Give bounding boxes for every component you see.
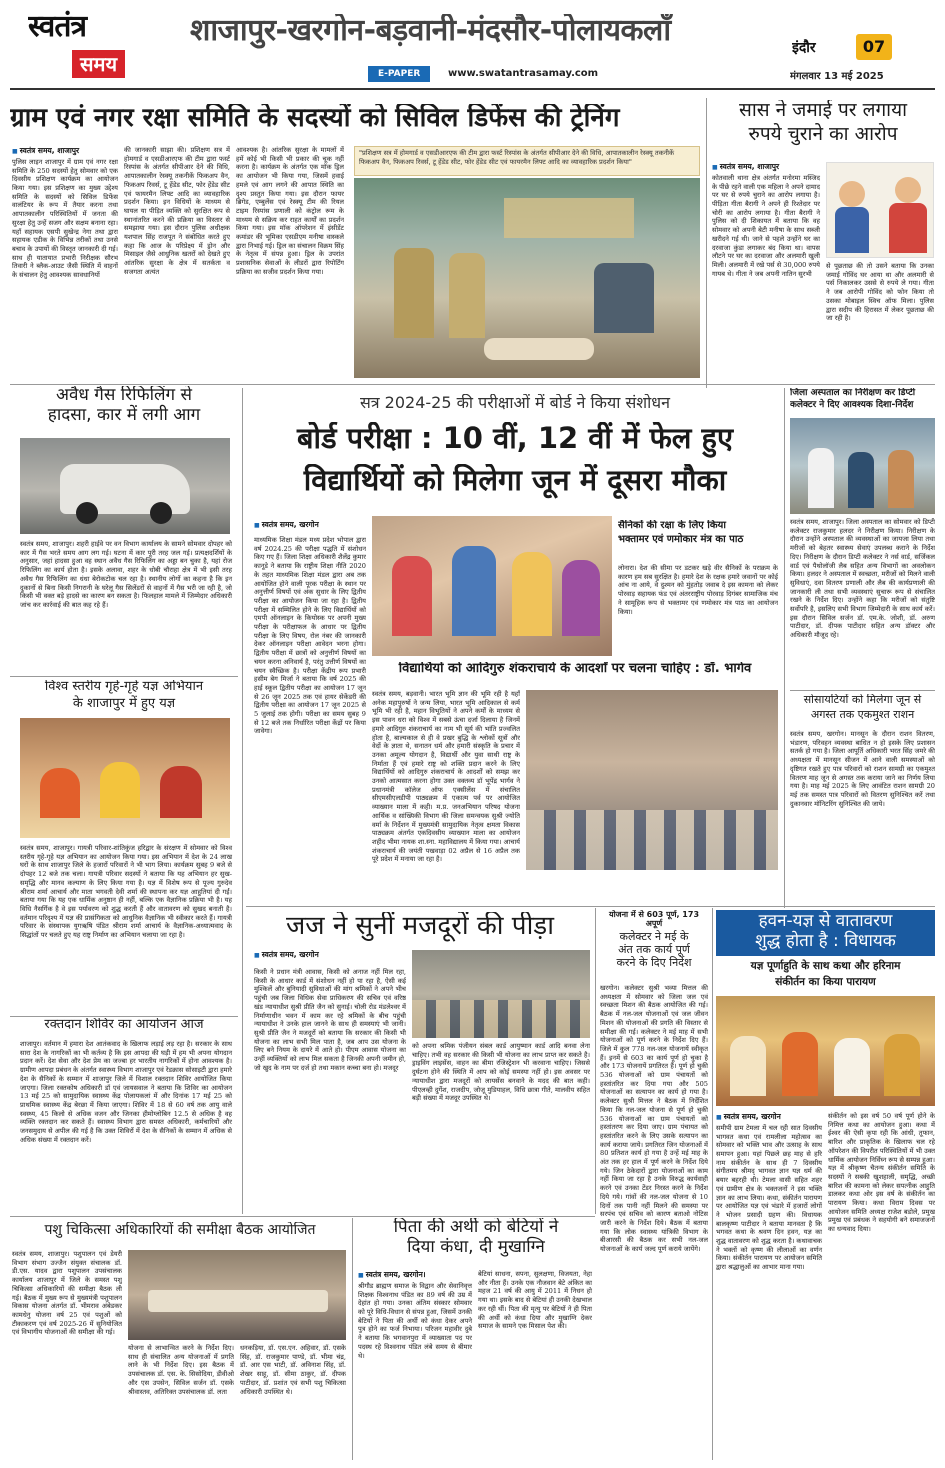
havan-headline-2: शुद्ध होता है : विधायक — [755, 930, 896, 951]
yojana-headline-3: अंत तक कार्य पूर्ण — [618, 943, 690, 957]
sainik-headline-2: भक्तामर एवं णमोकार मंत्र का पाठ — [618, 533, 744, 545]
divider-judge — [595, 908, 596, 1214]
shankaracharya-body: स्वतंत्र समय, बड़वानी। भारत भूमि ज्ञान की भूमि रही है यहाँ अनेक महापुरुषों ने जन्म लिया, भारत भूमि आदिकाल से कर्म भूमि भी रही है, महान विभूतियों ने अपने कर्मों के माध्यम से इस पावन धरा को विश्व में सबसे ऊंचा दर्जा दिलाया है जिनमें हमारे आदिगुरु शंकराचार्य का नाम भी सूर्य की भांति प्रज्वलित होता है, बाल्यकाल से ही वे प्रखर बुद्धि के श्लोकों सूत्रों और वेदों के ज्ञाता थे, सनातन धर्म और हमारी संस्कृति के प्रचार में उनका अमूल्य योगदान है, विद्यार्थी और युवा साथी राष्ट्र के निर्माता हैं एवं हमारे राष्ट्र को शक्ति प्रदान करने के लिए विद्यार्थियों को आदिगुरु शंकराचार्य के आदर्शों को समझ कर उनको आत्मसात करना होगा उक्त वक्तव्य डॉ भूपेंद्र भार्गव ने प्रधानमंत्री कॉलेज ऑफ एक्सीलेंस में संचालित सीएमसीएलडीपी पाठ्यक्रम में एकात्म पर्व पर आयोजित व्याख्यान माला में कही। म.प्र. जनअभियान परिषद योजना आर्थिक व सांख्यिकी विभाग की जिला समन्वयक सुश्री ज्योति वर्मा के निर्देशन में मुख्यमंत्री सामुदायिक नेतृत्व क्षमता विकास पाठ्यक्रम अंतर्गत एकदिवसीय व्याख्यान माला का आयोजन शहीद भीमा नायक शा.स्ना. महाविद्यालय में किया गया। आचार्य शंकराचार्य की जयंती पखवाड़ा 02 अप्रैल से 16 अप्रैल तक पूरे प्रदेश में मनाया जा रहा है। — [372, 690, 520, 864]
saas-text-1: कोतवाली थाना क्षेत्र अंतर्गत मनोरमा मस्जिद के पीछे रहने वाली एक महिला ने अपने दामाद पर घर से रुपये चुराने का आरोप लगाया है। पीड़िता गीता बैरागी ने अपने ही रिश्तेदार पर चोरी का आरोप लगाया है। गीता बैरागी ने पुलिस को दी शिकायत में बताया कि वह सोमवार को अपनी बेटी मनीषा के साथ सब्जी खरीदने गई थी। जाने से पहले उन्होंने घर का दरवाजा कुंडा लगाकर बंद किया था। वापस लौटने पर घर का दरवाजा और अलमारी खुली मिली। अलमारी में रखे पर्स से 30,000 रुपये गायब थे। गीता ने जब अपनी नातिन सुरभी — [712, 173, 820, 278]
board-students-photo — [372, 516, 612, 656]
saas-cartoon — [826, 162, 934, 258]
havan-headline-1: हवन-यज्ञ से वातावरण — [758, 911, 893, 931]
gayatri-story — [10, 680, 238, 1016]
edition-title: शाजापुर-खरगोन-बड़वानी-मंदसौर-पोलायकलाँ — [190, 14, 671, 48]
havan-story — [716, 910, 935, 1460]
civil-defence-col3 — [236, 146, 344, 378]
judge-photo — [412, 950, 590, 1038]
page-info — [792, 34, 912, 62]
havan-headline-box — [716, 910, 935, 956]
divider-right-1 — [790, 690, 935, 691]
yojana-headline-2: कलेक्टर ने मई के — [619, 930, 689, 944]
divider-row1 — [10, 384, 935, 385]
sainik-body: लोनारा। देश की सीमा पर डटकर खड़े वीर सैनिकों के पराक्रम के कारण हम सब सुरक्षित है। हमारे देश के रक्षक हमारे जवानों पर कोई आंच ना आये, वे दुश्मन को मुंहतोड़ जवाब दे इस कामना को लेकर पोरवाड़ सहायक फंड एवं अंतरराष्ट्रीय पोरवाड़ दिगंबर सामाजिक मंच ने सामूहिक रूप से भक्तामर एवं णमोकार मंत्र पाठ का आयोजन किया। — [618, 564, 778, 616]
gayatri-yagya-photo — [20, 718, 230, 838]
havan-col1 — [716, 1112, 822, 1460]
saas-headline-2: रुपये चुराने का आरोप — [748, 122, 898, 145]
pashu-body1: स्वतंत्र समय, शाजापुर। पशुपालन एवं डेयरी विभाग संभाग उज्जैन संयुक्त संचालक डॉ. डी.एस. यादव द्वारा पशुपालन उपसंचालक कार्यालय शाजापुर में जिले के समस्त पशु चिकित्सा अधिकारियों की समीक्षा बैठक ली गई। बैठक में मुख्य रूप से मुख्यमंत्री पशुपालन विकास योजना अंतर्गत डॉ. भीमराव अंबेडकर कामधेनु योजना वर्ष 25 एवं पशुओं को टीकाकरण एवं वर्ष 2025-26 में सुनियोजित एवं विभागीय योजनाओं की समीक्षा की गई। — [12, 1250, 122, 1337]
gayatri-body: स्वतंत्र समय, शाजापुर। गायत्री परिवार-शांतिकुंज हरिद्वार के संरक्षण में सोमवार को विश्व स्तरीय गृहे-गृहे यज्ञ अभियान का आयोजन किया गया। इस अभियान में देश के 24 लाख घरों के साथ शाजापुर जिले के हजारों परिवारों ने भी भाग लिया। कार्यक्रम सुबह 9 बजे से दोपहर 12 बजे तक चला। गायत्री परिवार सदस्यों ने बताया कि यह अभियान हर सुख-समृद्धि और मानव कल्याण के लिए किया गया है। यज्ञ में विशेष रूप से पूज्य गुरुदेव श्रीराम शर्मा आचार्य और माता भगवती देवी शर्मा की स्थापना कर यज्ञ आहुतियां दी गईं। बताया गया कि यह एक धार्मिक अनुष्ठान ही नहीं, बल्कि एक वैज्ञानिक प्रक्रिया भी है। यह विधि नैसर्गिक है वे इस पर्यावरण को शुद्ध करती हैं और वातावरण को सुखद बनाती है। वर्तमान परिदृश्य में यज्ञ की प्रासंगिकता को आधुनिक वैज्ञानिक भी स्वीकार करते हैं। गायत्री परिवार के संस्थापक युगऋषि पंडित श्रीराम शर्मा आचार्य के वैज्ञानिक-अध्यात्मवाद के सिद्धांतों पर चलते हुए यह राष्ट्र निर्माण का अभियान चलाया जा रहा है। — [20, 844, 232, 940]
board-headline-2: विद्यार्थियों को मिलेगा जून में दूसरा मौका — [303, 464, 727, 497]
gas-story — [10, 386, 238, 676]
divider-yojana — [712, 908, 713, 1460]
website-link[interactable]: www.swatantrasamay.com — [448, 68, 599, 79]
havan-byline: ■ स्वतंत्र समय, खरगोन — [716, 1112, 822, 1122]
gas-headline-1: अवैध गैस रिफिलिंग से — [55, 386, 193, 405]
board-headline-1: बोर्ड परीक्षा : 10 वीं, 12 वीं में फेल हुए — [297, 422, 733, 455]
havan-photo — [716, 996, 935, 1106]
pita-col2: बेटियां साधना, सपना, सुलक्षणा, विजयता, नेहा और नीता हैं। उनके एक नौजवान बेटे अंकित का महज 21 वर्ष की आयु में 2011 में निधन हो गया था। इसके बाद से बेटियां ही उनकी देखभाल कर रही थीं। पिता की मृत्यु पर बेटियों ने ही पिता की अर्थी को कंधा दिया और मुखाग्नि देकर समाज के सामने एक मिसाल पेश की। — [478, 1270, 592, 1331]
havan-text-1: समीपी ग्राम टेमला में चल रही सात दिवसीय भागवत कथा एवं रामलीला महोत्सव का सोमवार को भक्ति भाव और उत्साह के साथ समापन हुआ। यहां पिछले छह माह से हरि नाम संकीर्तन के साथ ही 7 दिवसीय संगीतमय श्रीमद् भागवत ज्ञान यज्ञ धर्म की बयार बहरही थी। टेमला वासी सहित शहर एवं ग्रामीण क्षेत्र के भक्तजनों ने इस भक्ति ज्ञान का लाभ लिया। कथा, संकीर्तन पारायण पर आयोजित यज्ञ एवं भंडारे में हजारों लोगों ने भोजन प्रसादी ग्रहण की। विधायक बालकृष्ण पाटीदार ने बताया मानवता है कि भगवत कथा के श्रवण दिन हवन, यज्ञ का शुद्ध वातावरण को शुद्ध करता है। कथावाचक ने भक्तों को कृष्ण की लीलाओं का वर्णन किया। संकीर्तन पारायण पर आयोजन समिति द्वारा श्रद्धालुओं का आभार माना गया। — [716, 1123, 822, 1272]
havan-sub-2: संकीर्तन का किया पारायण — [775, 976, 876, 988]
yojana-headline-1: योजना में से 603 पूर्ण, 173 अपूर्ण — [608, 910, 700, 929]
logo-top: स्वतंत्र — [28, 10, 87, 44]
gayatri-headline-2: के शाजापुर में हुए यज्ञ — [72, 695, 176, 711]
pita-headline-1: पिता की अर्थी को बेटियों ने — [393, 1218, 559, 1237]
logo — [28, 10, 148, 86]
society-story — [790, 694, 935, 904]
judge-byline: ■ स्वतंत्र समय, खरगोन — [254, 950, 406, 960]
hospital-body: स्वतंत्र समय, शाजापुर। जिला अस्पताल का सोमवार को डिप्टी कलेक्टर राजकुमार हलदर ने निरीक्षण किया। निरीक्षण के दौरान उन्होंने अस्पताल की व्यवस्थाओं का जायजा लिया तथा मरीजों को बेहतर स्वास्थ्य सेवाएं उपलब्ध कराने के निर्देश दिए। निरीक्षण के दौरान डिप्टी कलेक्टर ने नर्स वार्ड, सर्जिकल वार्ड एवं पैथोलॉजी लैब सहित अन्य विभागों का अवलोकन किया। हलदर ने अस्पताल में स्वच्छता, मरीजों को मिलने वाली सुविधाएं, दवा वितरण प्रणाली और लैब की कार्यप्रणाली की जानकारी ली तथा सभी व्यवस्थाएं सुचारू रूप से संचालित रखने के निर्देश दिए। उन्होंने कहा कि मरीजों को संतुष्टि सर्वोपरि है, इसलिए सभी विभाग जिम्मेदारी के साथ कार्य करें। इस दौरान सिविल सर्जन डॉ. एम.के. जोशी, डॉ. अरुण पाटीदार, डॉ. दीपक पाटीदार सहित अन्य डॉक्टर और अधिकारी मौजूद रहे। — [790, 518, 935, 640]
gayatri-headline-1: विश्व स्तरीय गृहे-गृहे यज्ञ अभियान — [44, 680, 204, 694]
sainik-headline-1: सैनिकों की रक्षा के लिए किया — [618, 520, 726, 531]
gas-body: स्वतंत्र समय, शाजापुर। शहरी हाईवे पर वन विभाग कार्यालय के सामने सोमवार दोपहर को कार में गैस भरते समय आग लग गई। घटना में कार पूरी तरह जल गई। प्रत्यक्षदर्शियों के अनुसार, जहां हादसा हुआ वह स्थान अवैध गैस रिफिलिंग का अड्डा बन चुका है, यहां रोज रिफिलिंग का कार्य होता है। इसके अलावा, शहर के धोबी चौराहा क्षेत्र में भी इसी तरह अवैध गैस रिफिलिंग का धंधा बेरोकटोक चल रहा है। स्थानीय लोगों का कहना है कि इन दुकानों से बिना किसी निगरानी के घरेलू गैस सिलेंडरों से वाहनों में गैस भरी जा रही है, जो किसी भी वक्त बड़े हादसे का कारण बन सकता है। फिलहाल मामले में जिम्मेदार अधिकारी जांच कर कार्रवाई की बात कह रहे हैं। — [20, 540, 232, 609]
gas-car-photo — [20, 438, 230, 534]
epaper-label: E-PAPER — [368, 66, 430, 82]
yojana-story — [600, 910, 708, 1460]
board-text: माध्यमिक शिक्षा मंडल मध्य प्रदेश भोपाल द्वारा वर्ष 2024.25 की परीक्षा पद्धति में संशोधन किए गए हैं। जिला शिक्षा अधिकारी शैलेंद्र कुमार कानूडे ने बताया कि राष्ट्रीय शिक्षा नीति 2020 के तहत माध्यमिक शिक्षा मंडल द्वारा अब तक आयोजित होने वाली पूरक परीक्षा के स्थान पर अनुत्तीर्ण विषयों एवं अंक सुधार के लिए द्वितीय परीक्षा का आयोजन किया जा रहा है। द्वितीय परीक्षा में सम्मिलित होने के लिए विद्यार्थियों को एमपी ऑनलाइन के कियोस्क पर अपनी मुख्य परीक्षा के परीक्षाफल के आधार पर द्वितीय परीक्षा के लिए विषय, रोल नंबर की जानकारी देकर ऑनलाइन परीक्षा आवेदन भरना होगा। द्वितीय परीक्षा में छात्रों को अनुत्तीर्ण विषयों का चयन करना अनिवार्य है, परंतु उत्तीर्ण विषयों का चयन स्वैच्छिक है। परीक्षा केंद्रीय रूप प्रभारी हसीम बेग मिर्जा ने बताया कि वर्ष 2025 की हाई स्कूल द्वितीय परीक्षा का आयोजन 17 जून से 26 जून 2025 तक एवं हायर सेकेंडरी की द्वितीय परीक्षा का आयोजन 17 जून 2025 से 5 जुलाई तक होगी। परीक्षा का समय सुबह 9 से 12 बजे तक निर्धारित परीक्षा केंद्रों पर किया जावेगा। — [254, 536, 366, 736]
divider-row2 — [246, 906, 935, 907]
civil-defence-photo — [354, 178, 700, 378]
epaper-strip — [368, 66, 788, 82]
civil-defence-text-3: आवश्यक है। आंतरिक सुरक्षा के मामलों में हमें कोई भी किसी भी प्रकार की चूक नहीं करना है। कार्यक्रम के अंतर्गत एक मॉक ड्रिल का आयोजन भी किया गया, जिसमें हवाई हमले एवं आग लगने की आपात स्थिति का दृश्य प्रस्तुत किया गया। इस दौरान फायर ब्रिगेड, एम्बुलेंस एवं रेस्क्यू टीम की रियल टाइम रिस्पांस प्रणाली को कंट्रोल रूम के माध्यम से सक्रिय कर राहत कार्यों का प्रदर्शन किया गया। इस मॉक ऑपरेशन में इंसीडेंट कमांडर की भूमिका एसडीएम मनीषा वास्कले द्वारा निभाई गई। ड्रिल का संचालन विक्रम सिंह के नेतृत्व में संपन्न हुआ। ड्रिल के उपरांत प्रशासनिक सेवाओं के लीडरों द्वारा रिपोर्टिंग प्रक्रिया का सजीव प्रदर्शन किया गया। — [236, 146, 344, 276]
hospital-photo — [790, 418, 935, 514]
divider-left-2 — [10, 1016, 238, 1017]
masthead-divider — [10, 88, 935, 90]
hospital-story — [790, 388, 935, 688]
issue-date: मंगलवार 13 मई 2025 — [790, 71, 884, 82]
page-number: 07 — [856, 34, 892, 60]
judge-col1: किसी ने प्रधान मंत्री आवास, किसी को अनाज नहीं मिल रहा, किसी के आधार कार्ड में संशोधन नहीं हो पा रहा है, ऐसी कई मुश्किलें और बुनियादी सुविधाओं की मांग श्रमिकों ने अपने भीच पहुंची जब जिला विधिक सेवा प्राधिकरण की सचिव एवं वरिष्ठ खंड न्यायाधीश सुश्री प्रीति जैन को सुनाई। चोली रोड मंडलेश्वर में निर्माणाधीन भवन में काम कर रहे श्रमिकों के बीच पहुंची न्यायाधीश ने उनके हाल जानने के साथ ही समस्याएं भी जानी। सुश्री प्रीति जैन ने मजदूरों को बताया कि सरकार की किसी भी योजना का लाभ सभी मिल पाता है, जब आप उस योजना के लिए बने नियम के दायरे में आते हो। पीएम आवास योजना का उन्हीं व्यक्तियों को लाभ मिल सकता है जिनकी अपनी जमीन हो, जो खुद के नाम पर दर्ज हो तथा मकान कच्चा बना हो। मजदूर — [254, 968, 406, 1072]
havan-col2: संकीर्तन को इस वर्ष 50 वर्ष पूर्ण होने के निमित्त कथा का आयोजन हुआ। कथा में ईश्वर की ऐसी कृपा रही कि आंधी, तूफान, बारिश और प्राकृतिक के खिलाफ चल रहे ऑपरेशन की विपरीत परिस्थितियों में भी उक्त धार्मिक आयोजन निर्विघ्न रूप से सम्पन्न हुआ। यज्ञ में श्रीकृष्ण चैतन्य संकीर्तन समिति के सदस्यों ने सबकी खुशहाली, समृद्धि, अच्छी बारिश की कामना को लेकर सपत्नीक आहुति डालकर कथा ओर इस वर्ष के संकीर्तन का पारायण किया। कथा विराम दिवस पर आयोजन समिति अध्यक्ष राजेश बडोले, प्रमुख प्रमुख एवं प्रबंधक ने सहयोगी बने समाजजनों का धन्यवाद दिया। — [828, 1112, 935, 1234]
society-headline-2: अगस्त तक एकमुश्त राशन — [810, 707, 915, 721]
sainik-story — [618, 520, 778, 680]
pita-headline-2: दिया कंधा, दी मुखाग्नि — [407, 1236, 545, 1257]
pita-byline: ■ स्वतंत्र समय, खरगोन। — [358, 1270, 472, 1280]
hospital-headline-2: कलेक्टर ने दिए आवश्यक दिशा-निर्देश — [790, 400, 914, 411]
pita-col1 — [358, 1270, 472, 1460]
civil-defence-caption-box — [354, 146, 700, 176]
society-body: स्वतंत्र समय, खरगोन। मानसून के दौरान राशन वितरण, भंडारण, परिवहन व्यवस्था बाधित न हो इसके लिए प्रशासन सतर्क हो गया है। जिला आपूर्ति अधिकारी भरत सिंह जमरे की अध्यक्षता में मानसून सीजन में आने वाली समस्याओं को दृष्टिगत रखते हुए पात्र परिवारों को राशन सामग्री का एकमुश्त वितरण माह जून से अगस्त तक कराया जाने का निर्णय लिया गया है। माह मई 2025 के लिए आवंटित राशन सामग्री 20 मई तक समस्त पात्र परिवारों को वितरण सुनिश्चित करें तथा दुकानवार मॉनिटरिंग सुनिश्चित की जाये। — [790, 730, 935, 808]
pita-story — [358, 1218, 594, 1460]
saas-headline-1: सास ने जमाई पर लगाया — [738, 100, 908, 121]
board-byline: ■ स्वतंत्र समय, खरगोन — [254, 520, 366, 530]
divider-row3 — [10, 1216, 595, 1217]
saas-text-2: से पूछताछ की तो उसने बताया कि उनका जमाई गोविंद घर आया था और अलमारी से पर्स निकालकर उससे से रुपये ले गया। गीता ने जब आरोपी गोविंद को फोन किया तो उसका मोबाइल स्विच ऑफ मिला। पुलिस द्वारा सदीप की हिरासत में लेकर पूछताछ की जा रही है। — [826, 262, 934, 323]
saas-col1 — [712, 162, 820, 388]
blood-story — [10, 1018, 238, 1214]
divider-center-col — [784, 388, 785, 908]
shankaracharya-photo — [526, 690, 778, 870]
pita-text-1: श्रीगौड ब्राह्मण समाज के विद्वान और सेवानिवृत्त शिक्षक विश्वनाथ पंडित का 89 वर्ष की उम्र में देहांत हो गया। उनका अंतिम संस्कार सोमवार को पूरे विधि-विधान से संपन्न हुआ, जिसमें उनकी बेटियों ने पिता की अर्थी को कंधा देकर अपने पुत्र होने का फर्ज निभाया। परिजन महावीर दुबे ने बताया कि भगवानपुरा में व्याख्याता पद पर पदस्थ रहे विश्वनाथ पंडित लंबे समय से बीमार थे। — [358, 1281, 472, 1360]
board-kicker: सत्र 2024-25 की परीक्षाओं में बोर्ड ने किया संशोधन — [359, 394, 671, 412]
civil-defence-headline: ग्राम एवं नगर रक्षा समिति के सदस्यों को सिविल डिफेंस की ट्रेनिंग — [10, 104, 620, 133]
divider-left-1 — [10, 676, 238, 677]
blood-headline: रक्तदान शिविर का आयोजन आज — [44, 1018, 204, 1032]
judge-col2: को अपना श्रमिक पंजीयन संबल कार्ड आयुष्मान कार्ड आदि बनवा लेना चाहिए। तभी वह सरकार की किसी भी योजना का लाभ प्राप्त कर सकते है। ड्राइविंग लाइसेंस, वाहन का बीमा रजिस्ट्रेशन भी करवाना चाहिए। जिससे दुर्घटना होने की स्थिति में आप को कोई समस्या नहीं हो। इस अवसर पर न्यायाधीश द्वारा मजदूरों को लायसेंस बनवाने के मदद की बात कही। पीएलव्ही दुर्गेश, राजदीप, जोजू मुडियाहल, विधि छात्रा गीते, मालवीय सहित बड़ी संख्या में मजदूर उपस्थित थे। — [412, 1042, 590, 1103]
masthead — [0, 0, 945, 92]
pashu-body3: धनकड़िया, डॉ. एस.एन. अहिवार, डॉ. एसके सिंह, डॉ. राजकुमार पाण्डे, डॉ. भीमा चंद्र, डॉ. आर एस भाटी, डॉ. अविनाश सिंह, डॉ. शेखर साहू, डॉ. सीमा ठाकुर, डॉ. दीपक पाटीदार, डॉ. प्रशांत एवं सभी पशु चिकित्सा अधिकारी उपस्थित थे। — [240, 1344, 346, 1396]
divider-left-col — [242, 388, 243, 1214]
city-label: इंदौर — [792, 40, 816, 56]
divider-top — [706, 98, 707, 388]
gas-headline-2: हादसा, कार में लगी आग — [47, 404, 201, 425]
saas-byline: ■ स्वतंत्र समय, शाजापुर — [712, 162, 820, 172]
pashu-meeting-photo — [128, 1250, 346, 1340]
saas-col2 — [826, 262, 934, 388]
pashu-body2: योजना से लाभान्वित करने के निर्देश दिए। साथ ही संचालित अन्य योजनाओं में प्रगति लाने के भी निर्देश दिए। इस बैठक में उपसंचालक डॉ. एस. के. सिसोदिया, डीवीओ और एस उपसेन, सिविल सर्जन डॉ. एसके श्रीवास्तव, अतिरिक्त उपसंचालक डॉ. लता — [128, 1344, 234, 1396]
civil-defence-text-2: की जानकारी साझा की। प्रशिक्षण सत्र में होमगार्ड व एसडीआरएफ की टीम द्वारा फर्स्ट रिस्पांस के अंतर्गत सीपीआर देने की विधि, आपातकालीन रेस्क्यू तकनीकें फिकअप वैन, फिकअप रिवर्स, टू हेंडेड सीट, फोर हेंडेड सीट एवं फायरमैन लिफ्ट आदि का व्यावहारिक प्रदर्शन किया। इन विधियों के माध्यम से घायल या पीड़ित व्यक्ति को सुरक्षित रूप से स्थानांतरित करने की प्रक्रिया का विस्तार से समझाया गया। इस दौरान पुलिस अधीक्षक यशपाल सिंह राजपूत ने संबोधित करते हुए कहा कि आज के परिप्रेक्ष्य में ड्रोन और मिसाइल जैसे आधुनिक खतरों को देखते हुए आंतरिक सुरक्षा के क्षेत्र में सतर्कता व सजगता अत्यंत — [124, 146, 230, 276]
shankaracharya-headline: विद्यार्थियों को आदिगुरु शंकराचार्य के आदर्शों पर चलना चाहिए : डॉ. भार्गव — [398, 662, 752, 676]
civil-defence-col1 — [12, 146, 118, 378]
yojana-headline-4: करने के दिए निर्देश — [616, 955, 692, 969]
society-headline-1: सोसायटियों को मिलेगा जून से — [803, 694, 922, 706]
pashu-headline: पशु चिकित्सा अधिकारियों की समीक्षा बैठक आयोजित — [44, 1222, 316, 1238]
civil-defence-col2 — [124, 146, 230, 378]
blood-body: शाजापुर। वर्तमान में हमारा देश आतंकवाद के खिलाफ लड़ाई लड़ रहा है। सरकार के साथ सारा देश के नागरिकों का भी कर्तव्य है कि इस आपदा की घड़ी में हम भी अपना योगदान प्रदान करें। देश सेवा और देश प्रेम का जज्बा हर भारतीय नागरिकों में होना आवश्यक है। ग्रामीण आपदा प्रबंधन के अंतर्गत स्वास्थ्य विभाग शाजापुर एवं रेडक्रास सोसाइटी द्वारा हमारे देश के सैनिकों के सम्मान में शाजापुर जिले में विशाल रक्तदान शिविर आयोजित किया जाएगा। जिला रक्तकोष अधिकारी डॉ एवं जायसवाल ने बताया कि शिविर का आयोजन 13 मई 25 को सामुदायिक स्वास्थ्य केंद्र पोलायकलां में और दिनांक 17 मई 25 को प्राथमिक स्वास्थ्य केंद्र बेरछा में किया जाएगा। शिविर में 18 से 60 वर्ष तक आयु वाले स्वस्थ्य, 45 किलो से अधिक वजन और जिनका हीमोग्लोबिन 12.5 से अधिक है वह व्यक्ति रक्तदान कर सकते हैं। स्वास्थ्य विभाग द्वारा समस्त अधिकारी, कर्मचारियों और जनसमुदाय से अपील की गई है कि उक्त शिविरों में देश के सैनिकों के सम्मान में अधिक से अधिक संख्या में रक्तदान करें। — [20, 1040, 232, 1144]
yojana-body: खरगोन। कलेक्टर सुश्री भव्या मित्तल की अध्यक्षता में सोमवार को जिला जल एवं स्वच्छता मिशन की बैठक आयोजित की गई। बैठक में नल-जल योजनाओं एवं जल जीवन मिशन की योजनाओं की प्रगति की विस्तार से समीक्षा की गई। कलेक्टर ने मई माह में सभी योजनाओं को पूर्ण करने के निर्देश दिए हैं। जिले में कुल 778 नल-जल योजनायें स्वीकृत हैं। इनमें से 603 का कार्य पूर्ण हो चुका है और 173 योजनायें प्रगतिरत हैं। पूर्ण हो चुकी 536 योजनाओं को ग्राम पंचायतों को हस्तांतरित कर दिया गया और 505 योजनाओं का सत्यापन का कार्य हो गया है। कलेक्टर सुश्री मित्तल ने बैठक में निर्देशित किया कि नल-जल योजना से पूर्ण हो चुकी 536 योजनाओं का ग्राम पंचायतों को हस्तांतरण कर दिया जाए। ग्राम पंचायत को हस्तांतरित करने के लिए उसके सत्यापन का कार्य कराया जाये। प्रगतिरत जिन योजनाओं में 80 प्रतिशत कार्य हो गया है उन्हें मई माह के अंत तक हर हाल में पूर्ण करने के निर्देश दिये गये। जिन ठेकेदारों द्वारा योजनाओं का काम नहीं किया जा रहा है उनके विरुद्ध कार्यवाही करने एवं उनका टेंडर निरस्त करने के निर्देश दिये गये। गांवों की नल-जल योजना से 10 दिनों तक पानी नहीं मिलने की समस्या पर सरपंच एवं सचिव को कारण बताओ नोटिस जारी करने के निर्देश दिये। बैठक में बताया गया कि लोक स्वास्थ्य यांत्रिकी विभाग के बीआरसी की बैठक कर सभी नल-जल योजनाओं के कार्य जल्द पूर्ण कराये जायेंगे। — [600, 984, 708, 1254]
civil-defence-text-1: पुलिस लाइन शाजापुर में ग्राम एवं नगर रक्षा समिति के 250 सदस्यों हेतु सोमवार को एक दिवसीय प्रशिक्षण कार्यक्रम का आयोजन किया गया। इस प्रशिक्षण का मुख्य उद्देश्य समिति के सदस्यों को सिविल डिफेंस वालंटियर के रूप में तैयार करना तथा आपातकालीन परिस्थितियों में जनता की सुरक्षा हेतु उन्हें सजग और सक्षम बनाना रहा। यहाँ सहायक एसपी सुखेन्द्र नेगा तथा द्वारा सहायक एडीक के विभिन्न तरीकों तथा उनसे बचाव के उपायों की विस्तृत जानकारी दी गई। साथ ही यातायात प्रभारी निरीक्षक सौरभ तिवारी ने ब्लैक-आउट जैसी स्थिति में वाहनों के संचालन हेतु आवश्यक सावधानियों — [12, 157, 118, 280]
civil-defence-byline: ■ स्वतंत्र समय, शाजापुर — [12, 146, 118, 156]
judge-headline: जज ने सुनीं मजदूरों की पीड़ा — [286, 912, 554, 941]
havan-sub-1: यज्ञ पूर्णाहुति के साथ कथा और हरिनाम — [750, 960, 901, 972]
hospital-headline-1: जिला अस्पताल का निरीक्षण कर डिप्टी — [790, 388, 916, 398]
civil-defence-caption: "प्रशिक्षण सत्र में होमगार्ड व एसडीआरएफ की टीम द्वारा फर्स्ट रिस्पांस के अंतर्गत सीपीआर देने की विधि, आपातकालीन रेस्क्यू तकनीकें फिकअप वैन, फिकअप रिवर्स, टू हेंडेड सीट, फोर हेंडेड सीट एवं फायरमैन लिफ्ट आदि का व्यावहारिक प्रदर्शन किया" — [359, 149, 675, 166]
logo-bottom: समय — [72, 50, 125, 78]
divider-pashu — [352, 1218, 353, 1460]
saas-story — [712, 100, 934, 388]
